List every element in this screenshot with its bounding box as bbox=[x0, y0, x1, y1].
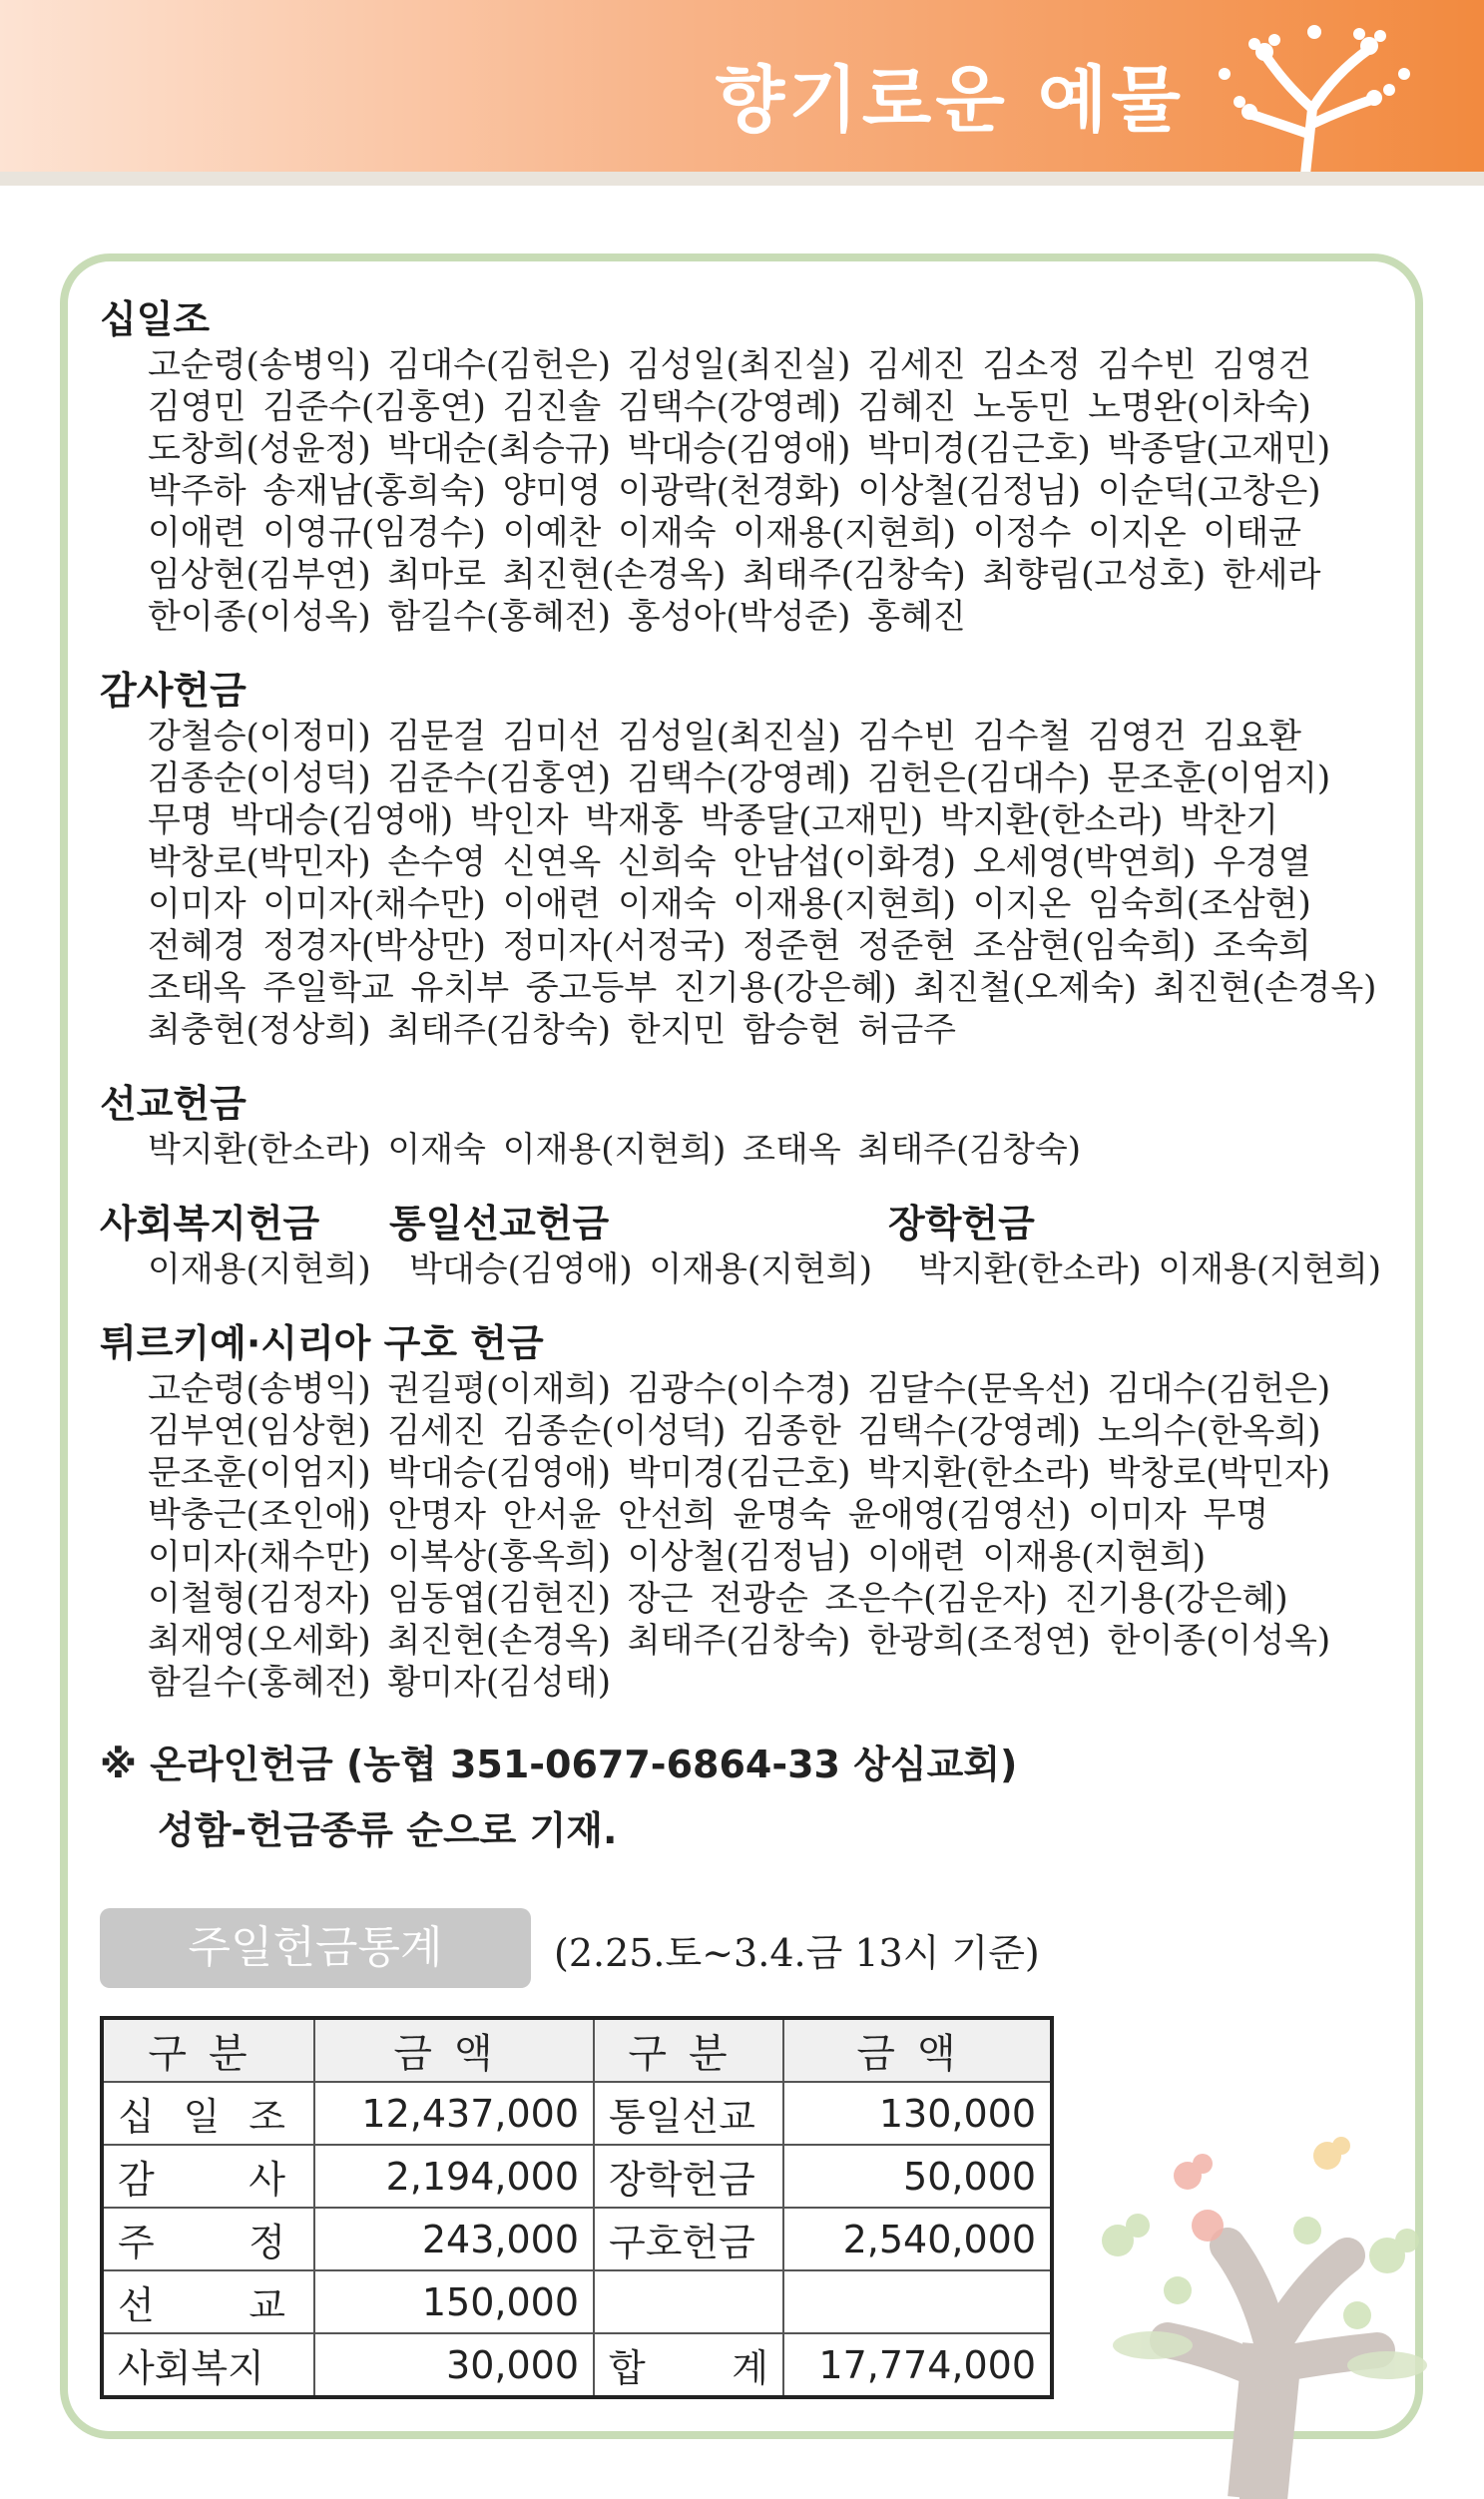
name-line: 이철형(김정자) 임동엽(김현진) 장근 전광순 조은수(김운자) 진기용(강은혜) bbox=[148, 1579, 1288, 1619]
unification-section bbox=[389, 1199, 872, 1290]
column-header: 금액 bbox=[314, 2018, 594, 2082]
amount-cell bbox=[783, 2270, 1052, 2333]
amount-cell: 130,000 bbox=[783, 2082, 1052, 2145]
category-label: 선 교 bbox=[118, 2283, 299, 2327]
category-cell bbox=[594, 2270, 783, 2333]
table-header-row bbox=[102, 2018, 1052, 2082]
name-line: 문조훈(이엄지) 박대승(김영애) 박미경(김근호) 박지환(한소라) 박창로(박민자) bbox=[148, 1453, 1331, 1493]
section-title: 사회복지헌금 bbox=[100, 1202, 320, 1246]
section-title: 통일선교헌금 bbox=[389, 1202, 610, 1246]
name-line: 무명 박대승(김영애) 박인자 박재홍 박종달(고재민) 박지환(한소라) 박찬기 bbox=[148, 800, 1278, 840]
category-cell: 사회복지 bbox=[102, 2333, 314, 2397]
tithe-section bbox=[100, 294, 1397, 638]
category-cell bbox=[594, 2333, 783, 2397]
header-shadow bbox=[0, 172, 1484, 186]
tree-icon bbox=[1195, 14, 1424, 184]
amount-cell: 30,000 bbox=[314, 2333, 594, 2397]
table-row bbox=[102, 2082, 1052, 2145]
offerings-list bbox=[100, 294, 1397, 1863]
name-line: 박창로(박민자) 손수영 신연옥 신희숙 안남섭(이화경) 오세영(박연희) 우경열 bbox=[148, 842, 1311, 882]
category-cell bbox=[102, 2082, 314, 2145]
category-cell bbox=[102, 2270, 314, 2333]
category-cell: 통일선교 bbox=[594, 2082, 783, 2145]
name-line: 한이종(이성옥) 함길수(홍혜전) 홍성아(박성준) 홍혜진 bbox=[148, 597, 966, 637]
name-line: 도창희(성윤정) 박대순(최승규) 박대승(김영애) 박미경(김근호) 박종달(고재민) bbox=[148, 429, 1331, 469]
name-line: 강철승(이정미) 김문걸 김미선 김성일(최진실) 김수빈 김수철 김영건 김요환 bbox=[148, 717, 1302, 756]
scholarship-section bbox=[888, 1199, 1381, 1290]
name-line: 최재영(오세화) 최진현(손경옥) 최태주(김창숙) 한광희(조정연) 한이종(이성옥) bbox=[148, 1621, 1331, 1661]
amount-cell: 17,774,000 bbox=[783, 2333, 1052, 2397]
relief-section bbox=[100, 1318, 1397, 1704]
table-row bbox=[102, 2145, 1052, 2208]
column-header: 구분 bbox=[102, 2018, 314, 2082]
name-line: 이재용(지현희) bbox=[148, 1250, 371, 1289]
name-line: 고순령(송병익) 김대수(김헌은) 김성일(최진실) 김세진 김소정 김수빈 김영건 bbox=[148, 345, 1311, 385]
amount-cell: 2,194,000 bbox=[314, 2145, 594, 2208]
page-title: 향기로운 예물 bbox=[715, 58, 1185, 142]
stats-heading bbox=[100, 1908, 1098, 1988]
notice-line-1: ※ 온라인헌금 (농협 351-0677-6864-33 상심교회) bbox=[100, 1743, 1018, 1786]
name-line: 김영민 김준수(김홍연) 김진솔 김택수(강영례) 김혜진 노동민 노명완(이차숙) bbox=[148, 387, 1311, 427]
category-cell bbox=[102, 2145, 314, 2208]
category-label: 주 정 bbox=[118, 2221, 299, 2264]
thanks-section bbox=[100, 666, 1397, 1051]
name-line: 김부연(임상현) 김세진 김종순(이성덕) 김종한 김택수(강영례) 노의수(한옥희) bbox=[148, 1411, 1321, 1451]
online-offering-notice bbox=[100, 1732, 1397, 1863]
name-line: 박지환(한소라) 이재용(지현희) bbox=[918, 1250, 1381, 1289]
column-header: 구분 bbox=[594, 2018, 783, 2082]
name-line: 임상현(김부연) 최마로 최진현(손경옥) 최태주(김창숙) 최향림(고성호) 한세라 bbox=[148, 555, 1321, 595]
header-banner bbox=[0, 0, 1484, 180]
section-title: 십일조 bbox=[100, 297, 211, 341]
name-line: 전혜경 정경자(박상만) 정미자(서정국) 정준현 정준현 조삼현(임숙희) 조숙희 bbox=[148, 926, 1311, 966]
category-cell bbox=[102, 2208, 314, 2270]
amount-cell: 150,000 bbox=[314, 2270, 594, 2333]
name-line: 조태옥 주일학교 유치부 중고등부 진기용(강은혜) 최진철(오제숙) 최진현(손경옥) bbox=[148, 968, 1377, 1008]
name-line: 최충현(정상희) 최태주(김창숙) 한지민 함승현 허금주 bbox=[148, 1010, 957, 1050]
amount-cell: 12,437,000 bbox=[314, 2082, 594, 2145]
category-label: 합 계 bbox=[609, 2346, 768, 2390]
category-label: 감 사 bbox=[118, 2158, 299, 2202]
section-title: 선교헌금 bbox=[100, 1082, 247, 1126]
stats-badge: 주일헌금통계 bbox=[100, 1908, 531, 1988]
name-line: 김종순(이성덕) 김준수(김홍연) 김택수(강영례) 김헌은(김대수) 문조훈(이엄지) bbox=[148, 758, 1331, 798]
category-label: 십 일 조 bbox=[118, 2095, 299, 2139]
name-line: 이미자(채수만) 이복상(홍옥희) 이상철(김정님) 이애련 이재용(지현희) bbox=[148, 1537, 1207, 1577]
welfare-section bbox=[100, 1199, 371, 1290]
section-title: 감사헌금 bbox=[100, 669, 247, 713]
category-cell: 구호헌금 bbox=[594, 2208, 783, 2270]
notice-line-2: 성함-헌금종류 순으로 기재. bbox=[158, 1808, 618, 1852]
column-header: 금액 bbox=[783, 2018, 1052, 2082]
name-line: 고순령(송병익) 권길평(이재희) 김광수(이수경) 김달수(문옥선) 김대수(김헌은) bbox=[148, 1369, 1331, 1409]
three-offerings-row bbox=[100, 1199, 1397, 1308]
table-row bbox=[102, 2208, 1052, 2270]
amount-cell: 50,000 bbox=[783, 2145, 1052, 2208]
name-line: 박주하 송재남(홍희숙) 양미영 이광락(천경화) 이상철(김정님) 이순덕(고창은) bbox=[148, 471, 1321, 511]
stats-period: (2.25.토~3.4.금 13시 기준) bbox=[554, 1931, 1040, 1975]
section-title: 튀르키예·시리아 구호 헌금 bbox=[100, 1321, 544, 1365]
amount-cell: 2,540,000 bbox=[783, 2208, 1052, 2270]
name-line: 박충근(조인애) 안명자 안서윤 안선희 윤명숙 윤애영(김영선) 이미자 무명 bbox=[148, 1495, 1269, 1535]
table-row bbox=[102, 2270, 1052, 2333]
name-line: 박대승(김영애) 이재용(지현희) bbox=[409, 1250, 872, 1289]
mission-section bbox=[100, 1079, 1397, 1171]
name-line: 박지환(한소라) 이재숙 이재용(지현희) 조태옥 최태주(김창숙) bbox=[148, 1130, 1082, 1170]
category-cell: 장학헌금 bbox=[594, 2145, 783, 2208]
section-title: 장학헌금 bbox=[888, 1202, 1035, 1246]
tree-illustration bbox=[1058, 2116, 1484, 2499]
amount-cell: 243,000 bbox=[314, 2208, 594, 2270]
name-line: 함길수(홍혜전) 황미자(김성태) bbox=[148, 1663, 611, 1703]
name-line: 이미자 이미자(채수만) 이애련 이재숙 이재용(지현희) 이지온 임숙희(조삼현) bbox=[148, 884, 1311, 924]
name-line: 이애련 이영규(임경수) 이예찬 이재숙 이재용(지현희) 이정수 이지온 이태균 bbox=[148, 513, 1302, 553]
table-row bbox=[102, 2333, 1052, 2397]
offering-stats-table bbox=[100, 2016, 1054, 2399]
